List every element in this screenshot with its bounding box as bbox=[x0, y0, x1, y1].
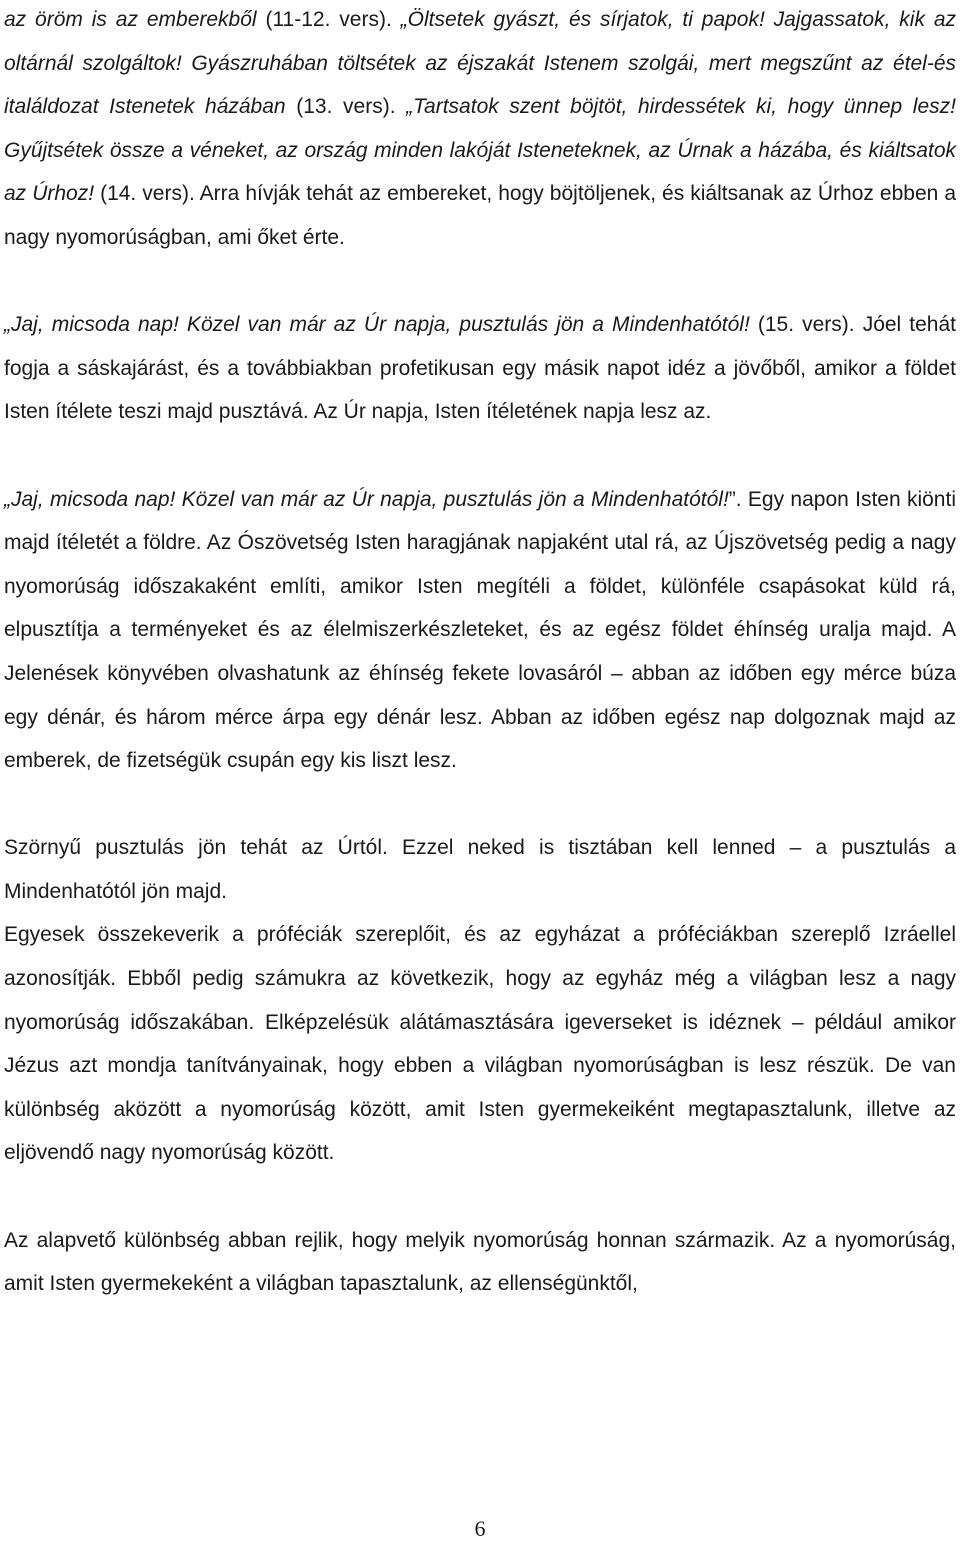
italic-quote-run: az öröm is az emberekből bbox=[4, 8, 257, 31]
text-run: (11-12. vers). bbox=[256, 8, 401, 31]
page-number: 6 bbox=[474, 1516, 486, 1541]
text-run: (15. vers). Jóel tehát fogja a sáskajárást, és a továbbiakban profetikusan egy másik napot idéz a jövőből, amikor a földet Isten ítélete teszi majd pusztává. Az Úr napja, Isten ítéletének napja lesz az. bbox=[4, 313, 956, 424]
paragraph-1 bbox=[4, 0, 956, 260]
italic-quote-run: „Jaj, micsoda nap! Közel van már az Úr napja, pusztulás jön a Mindenhatótól! bbox=[4, 313, 750, 337]
text-run: Egyesek összekeverik a próféciák szereplőit, és az egyházat a próféciákban szereplő Izráellel azonosítják. Ebből pedig számukra az következik, hogy az egyház még a világban lesz a nagy nyomorúság időszakában. Elképzelésük alátámasztására igeverseket is idéznek – például amikor Jézus azt mondja tanítványainak, hogy ebben a világban nyomorúságban is lesz részük. De van különbség aközött a nyomorúság között, amit Isten gyermekeiként megtapasztalunk, illetve az eljövendő nagy nyomorúság között. bbox=[4, 923, 956, 1165]
text-run: (14. vers). Arra hívják tehát az embereket, hogy böjtöljenek, és kiáltsanak az Úrhoz ebben a nagy nyomorúságban, ami őket érte. bbox=[4, 182, 956, 249]
text-run: (13. vers). bbox=[285, 95, 407, 119]
italic-quote-run: „Tartsatok szent böjtöt, hirdessétek ki, hogy ünnep lesz! Gyűjtsétek össze a véneket, az ország minden lakóját Isteneteknek, az Úrnak a házába, és kiáltsatok az Úrhoz! bbox=[4, 95, 956, 206]
paragraph-gap bbox=[4, 1175, 956, 1219]
document-page bbox=[4, 0, 956, 1306]
paragraph-5 bbox=[4, 913, 956, 1175]
text-run: Szörnyű pusztulás jön tehát az Úrtól. Ezzel neked is tisztában kell lenned – a pusztulás a Mindenhatótól jön majd. bbox=[4, 836, 956, 903]
paragraph-4 bbox=[4, 826, 956, 913]
paragraph-gap bbox=[4, 783, 956, 827]
paragraph-3 bbox=[4, 478, 956, 783]
paragraph-2 bbox=[4, 303, 956, 434]
text-run: ”. Egy napon Isten kiönti majd ítéletét a földre. Az Ószövetség Isten haragjának napjaként utal rá, az Újszövetség pedig a nagy nyomorúság időszakaként említi, amikor Isten megítéli a földet, különféle csapásokat küld rá, elpusztítja a terményeket és az élelmiszerkészleteket, és az egész földet éhínség uralja majd. A Jelenések könyvében olvashatunk az éhínség fekete lovasáról – abban az időben egy mérce búza egy dénár, és három mérce árpa egy dénár lesz. Abban az időben egész nap dolgoznak majd az emberek, de fizetségük csupán egy kis liszt lesz. bbox=[4, 487, 956, 773]
paragraph-gap bbox=[4, 434, 956, 478]
text-run: Az alapvető különbség abban rejlik, hogy melyik nyomorúság honnan származik. Az a nyomorúság, amit Isten gyermekeként a világban tapasztalunk, az ellenségünktől, bbox=[4, 1228, 956, 1296]
italic-quote-run: „Jaj, micsoda nap! Közel van már az Úr napja, pusztulás jön a Mindenhatótól! bbox=[4, 487, 729, 511]
paragraph-gap bbox=[4, 260, 956, 304]
paragraph-6 bbox=[4, 1219, 956, 1306]
italic-quote-run: „Öltsetek gyászt, és sírjatok, ti papok! Jajgassatok, kik az oltárnál szolgáltok! Gyászruhában töltsétek az éjszakát Istenem szolgái, mert megszűnt az étel-és italáldozat Istenetek házában bbox=[4, 8, 956, 119]
